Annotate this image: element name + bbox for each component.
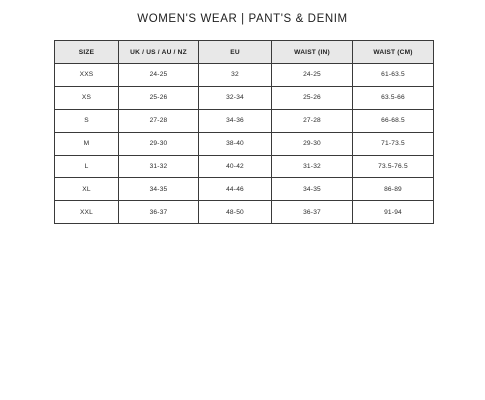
cell-size: XXL (55, 201, 119, 224)
header-size: SIZE (55, 41, 119, 64)
cell-eu: 40-42 (199, 155, 272, 178)
table-row (55, 86, 434, 109)
cell-waist-in: 36-37 (272, 201, 353, 224)
cell-size: M (55, 132, 119, 155)
cell-size: XS (55, 86, 119, 109)
cell-waist-cm: 63.5-66 (353, 86, 434, 109)
cell-waist-cm: 86-89 (353, 178, 434, 201)
cell-uk-us-au-nz: 29-30 (119, 132, 199, 155)
cell-waist-cm: 61-63.5 (353, 64, 434, 87)
cell-waist-in: 31-32 (272, 155, 353, 178)
cell-eu: 38-40 (199, 132, 272, 155)
table-row (55, 155, 434, 178)
table-header-row (55, 41, 434, 64)
cell-waist-in: 29-30 (272, 132, 353, 155)
header-waist-cm: WAIST (CM) (353, 41, 434, 64)
cell-size: XL (55, 178, 119, 201)
table-row (55, 109, 434, 132)
cell-uk-us-au-nz: 36-37 (119, 201, 199, 224)
table-row (55, 178, 434, 201)
cell-eu: 48-50 (199, 201, 272, 224)
cell-waist-in: 34-35 (272, 178, 353, 201)
size-chart-table (54, 40, 434, 224)
cell-size: L (55, 155, 119, 178)
cell-waist-cm: 71-73.5 (353, 132, 434, 155)
table-row (55, 64, 434, 87)
table-row (55, 201, 434, 224)
cell-eu: 32-34 (199, 86, 272, 109)
cell-uk-us-au-nz: 24-25 (119, 64, 199, 87)
cell-waist-cm: 66-68.5 (353, 109, 434, 132)
cell-waist-in: 24-25 (272, 64, 353, 87)
header-waist-in: WAIST (IN) (272, 41, 353, 64)
header-uk-us-au-nz: UK / US / AU / NZ (119, 41, 199, 64)
cell-uk-us-au-nz: 27-28 (119, 109, 199, 132)
cell-eu: 32 (199, 64, 272, 87)
cell-size: S (55, 109, 119, 132)
cell-eu: 34-36 (199, 109, 272, 132)
header-eu: EU (199, 41, 272, 64)
cell-waist-cm: 91-94 (353, 201, 434, 224)
cell-uk-us-au-nz: 25-26 (119, 86, 199, 109)
cell-waist-in: 27-28 (272, 109, 353, 132)
table-row (55, 132, 434, 155)
cell-waist-in: 25-26 (272, 86, 353, 109)
cell-size: XXS (55, 64, 119, 87)
cell-eu: 44-46 (199, 178, 272, 201)
page-title: WOMEN'S WEAR | PANT'S & DENIM (137, 13, 348, 25)
cell-uk-us-au-nz: 34-35 (119, 178, 199, 201)
cell-uk-us-au-nz: 31-32 (119, 155, 199, 178)
cell-waist-cm: 73.5-76.5 (353, 155, 434, 178)
